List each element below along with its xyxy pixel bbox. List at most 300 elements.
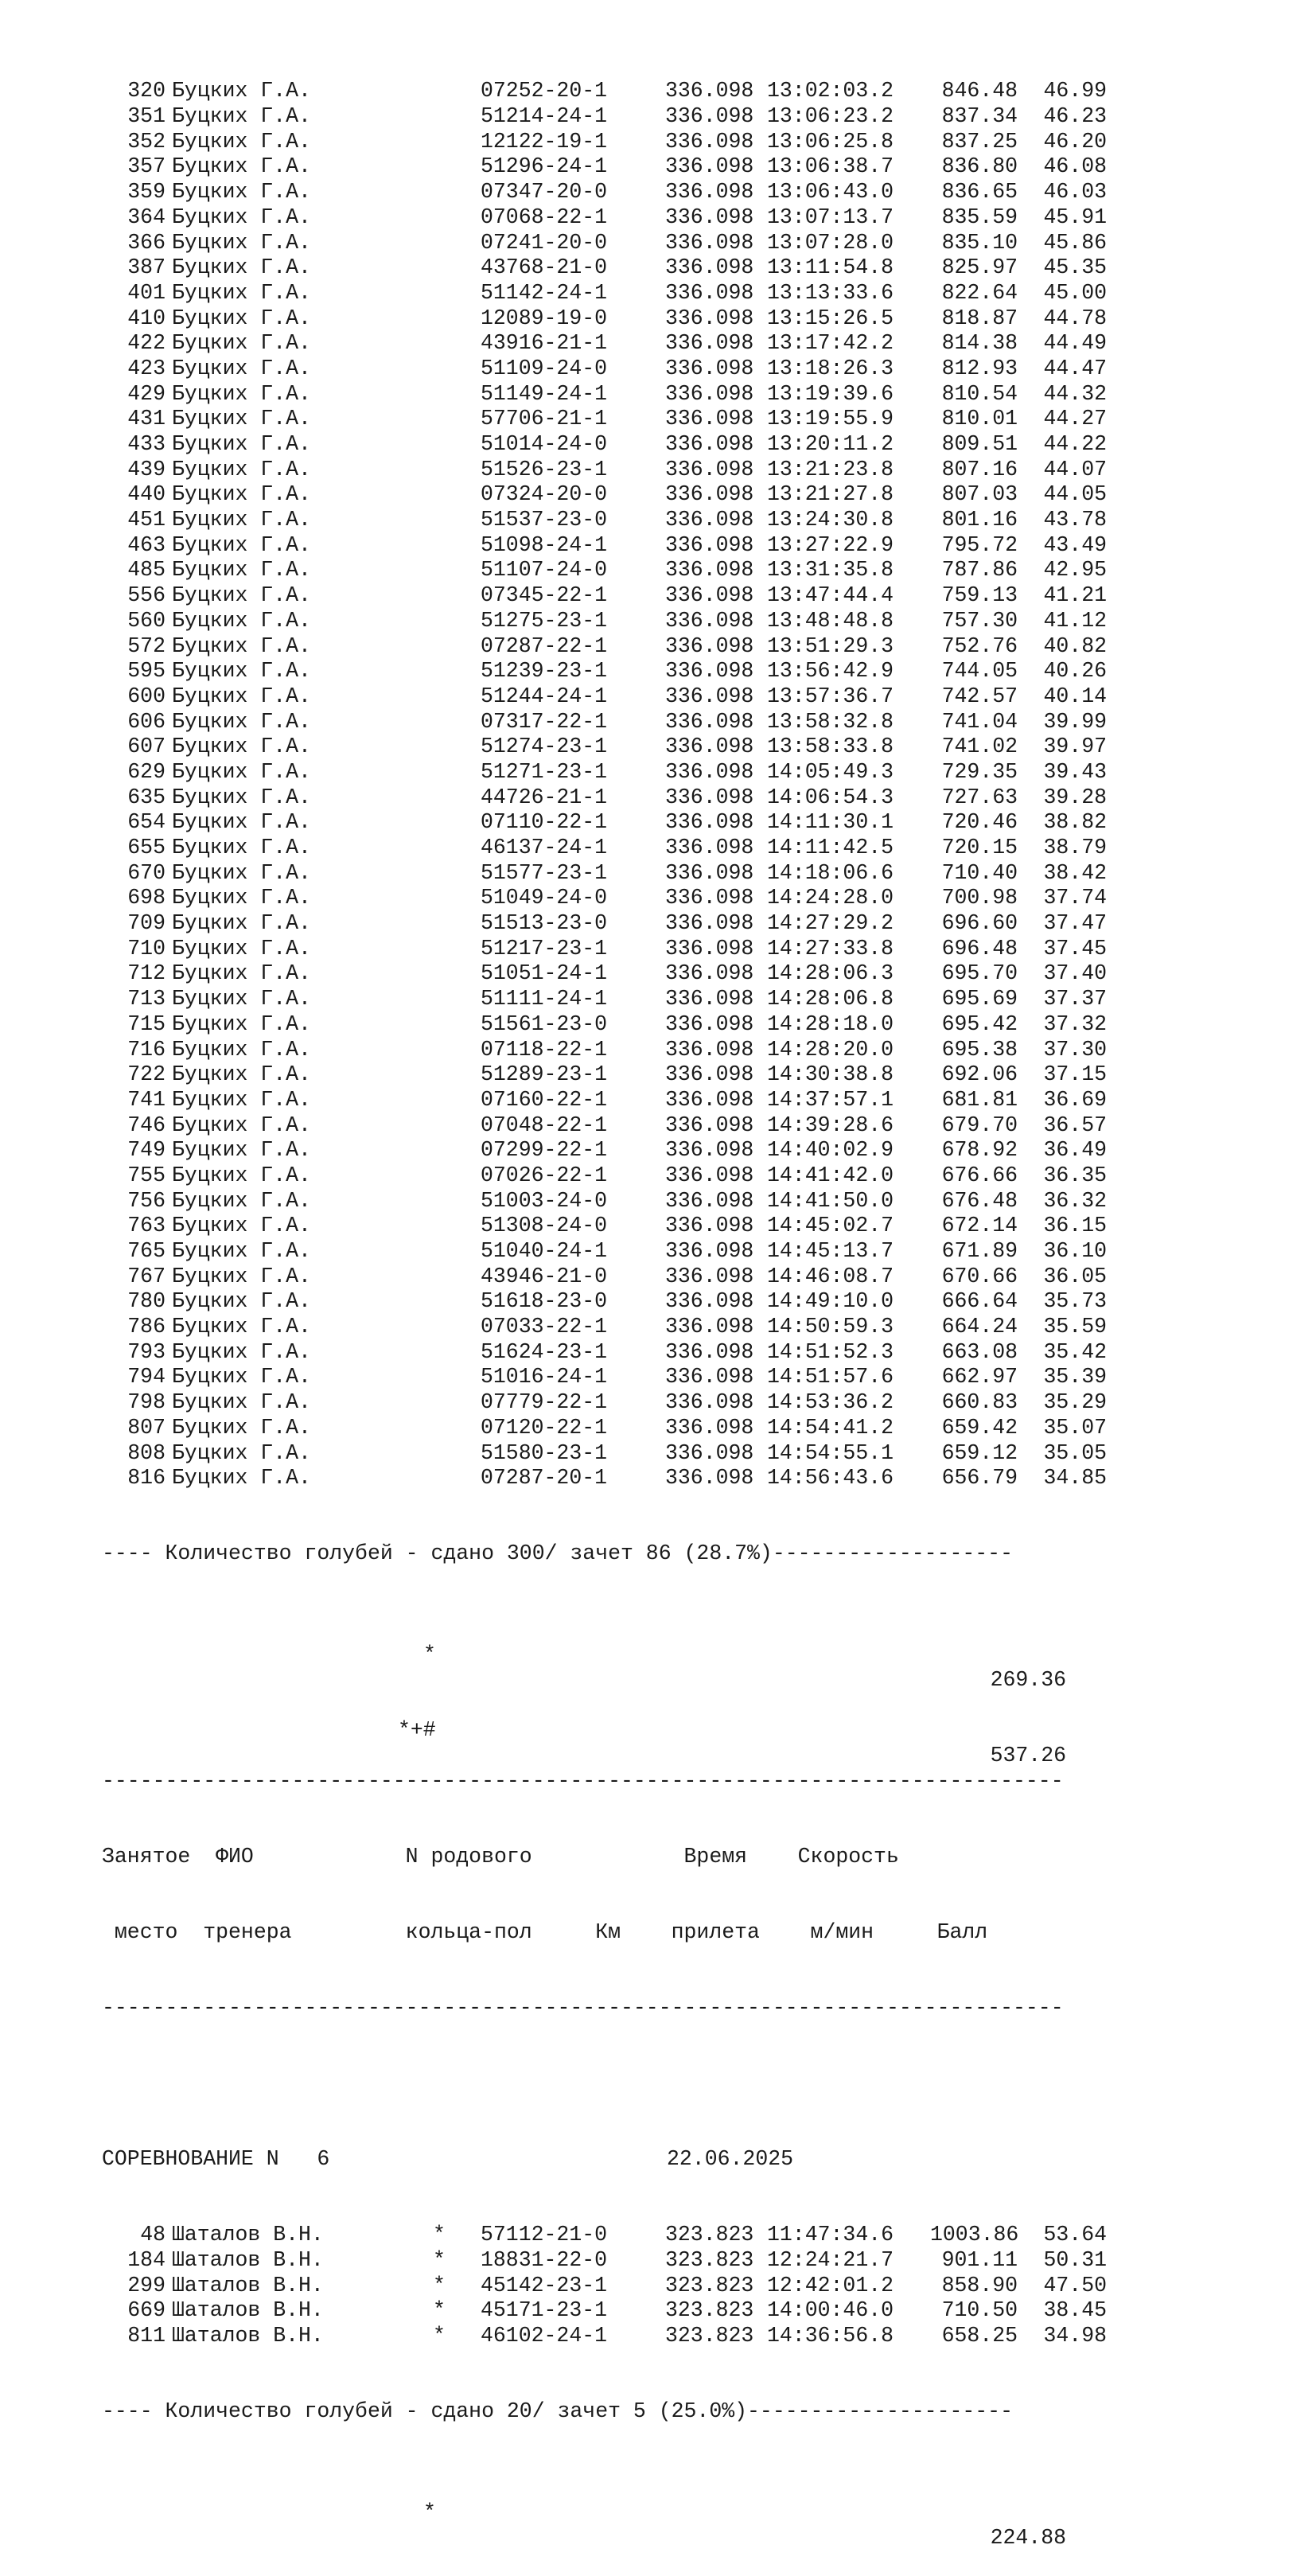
- trainer-name-cell: Буцких Г.А.: [172, 104, 311, 129]
- table-row: [102, 508, 1107, 533]
- arrival-time-cell: 13:21:27.8: [767, 482, 894, 507]
- ring-number-cell: 07110-22-1: [481, 810, 608, 835]
- place-cell: 352: [127, 129, 165, 154]
- place-cell: 780: [127, 1289, 165, 1314]
- table-row: [102, 482, 1107, 508]
- distance-cell: 336.098: [665, 583, 754, 608]
- speed-cell: 837.34: [941, 104, 1018, 129]
- score-cell: 35.05: [1043, 1440, 1107, 1465]
- spacer: [102, 2071, 1107, 2097]
- total-mark: *: [423, 2500, 436, 2524]
- trainer-name-cell: Буцких Г.А.: [172, 1113, 311, 1137]
- place-cell: 811: [127, 2323, 165, 2348]
- table-row: [102, 1466, 1107, 1491]
- place-cell: 433: [127, 432, 165, 457]
- ring-number-cell: 51239-23-1: [481, 659, 608, 684]
- score-cell: 47.50: [1043, 2273, 1107, 2297]
- distance-cell: 336.098: [665, 1214, 754, 1238]
- table-row: [102, 659, 1107, 684]
- trainer-name-cell: Буцких Г.А.: [172, 508, 311, 532]
- total-mark: *+#: [398, 1718, 436, 1743]
- place-cell: 485: [127, 558, 165, 583]
- arrival-time-cell: 13:06:23.2: [767, 104, 894, 129]
- score-cell: 35.29: [1043, 1390, 1107, 1415]
- ring-number-cell: 51244-24-1: [481, 684, 608, 708]
- arrival-time-cell: 13:07:28.0: [767, 230, 894, 255]
- ring-number-cell: 43946-21-0: [481, 1264, 608, 1288]
- score-cell: 46.03: [1043, 180, 1107, 205]
- total-value: 537.26: [990, 1743, 1066, 1767]
- ring-number-cell: 51577-23-1: [481, 860, 608, 885]
- place-cell: 366: [127, 230, 165, 255]
- table-row: [102, 1239, 1107, 1265]
- distance-cell: 336.098: [665, 180, 754, 205]
- score-cell: 39.43: [1043, 759, 1107, 784]
- speed-cell: 822.64: [941, 280, 1018, 305]
- score-cell: 43.78: [1043, 508, 1107, 532]
- distance-cell: 336.098: [665, 911, 754, 936]
- trainer-name-cell: Буцких Г.А.: [172, 583, 311, 608]
- arrival-time-cell: 13:06:25.8: [767, 129, 894, 154]
- table-row: [102, 180, 1107, 205]
- place-cell: 560: [127, 608, 165, 633]
- score-cell: 41.12: [1043, 608, 1107, 633]
- ring-number-cell: 44726-21-1: [481, 785, 608, 809]
- place-cell: 629: [127, 759, 165, 784]
- arrival-time-cell: 14:53:36.2: [767, 1390, 894, 1415]
- trainer-name-cell: Буцких Г.А.: [172, 532, 311, 557]
- trainer-name-cell: Буцких Г.А.: [172, 785, 311, 809]
- place-cell: 715: [127, 1011, 165, 1036]
- trainer-name-cell: Буцких Г.А.: [172, 129, 311, 154]
- arrival-time-cell: 13:18:26.3: [767, 356, 894, 380]
- trainer-name-cell: Буцких Г.А.: [172, 280, 311, 305]
- trainer-name-cell: Буцких Г.А.: [172, 836, 311, 860]
- score-cell: 38.42: [1043, 860, 1107, 885]
- ring-number-cell: 51526-23-1: [481, 457, 608, 481]
- arrival-time-cell: 14:05:49.3: [767, 759, 894, 784]
- score-cell: 34.98: [1043, 2323, 1107, 2348]
- place-cell: 786: [127, 1315, 165, 1339]
- score-cell: 37.47: [1043, 911, 1107, 936]
- score-cell: 43.49: [1043, 532, 1107, 557]
- score-cell: 35.42: [1043, 1339, 1107, 1364]
- distance-cell: 336.098: [665, 104, 754, 129]
- trainer-name-cell: Буцких Г.А.: [172, 407, 311, 431]
- distance-cell: 336.098: [665, 154, 754, 179]
- distance-cell: 336.098: [665, 381, 754, 406]
- speed-cell: 695.69: [941, 987, 1018, 1011]
- distance-cell: 336.098: [665, 407, 754, 431]
- speed-cell: 825.97: [941, 255, 1018, 280]
- speed-cell: 809.51: [941, 432, 1018, 457]
- table-row: [102, 1214, 1107, 1239]
- ring-number-cell: 18831-22-0: [481, 2247, 608, 2272]
- competition-header: [102, 2147, 1107, 2173]
- trainer-name-cell: Буцких Г.А.: [172, 1339, 311, 1364]
- place-cell: 798: [127, 1390, 165, 1415]
- trainer-name-cell: Буцких Г.А.: [172, 886, 311, 910]
- speed-cell: 720.46: [941, 810, 1018, 835]
- place-cell: 669: [127, 2298, 165, 2323]
- trainer-name-cell: Буцких Г.А.: [172, 457, 311, 481]
- speed-cell: 681.81: [941, 1087, 1018, 1112]
- place-cell: 722: [127, 1062, 165, 1087]
- speed-cell: 695.42: [941, 1011, 1018, 1036]
- trainer-name-cell: Буцких Г.А.: [172, 759, 311, 784]
- score-cell: 45.86: [1043, 230, 1107, 255]
- trainer-name-cell: Буцких Г.А.: [172, 987, 311, 1011]
- arrival-time-cell: 14:56:43.6: [767, 1466, 894, 1491]
- distance-cell: 336.098: [665, 836, 754, 860]
- trainer-name-cell: Буцких Г.А.: [172, 356, 311, 380]
- arrival-time-cell: 14:27:33.8: [767, 936, 894, 961]
- speed-cell: 901.11: [941, 2247, 1018, 2272]
- score-cell: 46.20: [1043, 129, 1107, 154]
- place-cell: 794: [127, 1365, 165, 1389]
- table-row: [102, 987, 1107, 1012]
- ring-number-cell: 51109-24-0: [481, 356, 608, 380]
- arrival-time-cell: 14:27:29.2: [767, 911, 894, 936]
- trainer-name-cell: Буцких Г.А.: [172, 558, 311, 583]
- table-row: [102, 1088, 1107, 1113]
- arrival-time-cell: 14:46:08.7: [767, 1264, 894, 1288]
- score-cell: 45.00: [1043, 280, 1107, 305]
- distance-cell: 336.098: [665, 886, 754, 910]
- table-row: [102, 130, 1107, 155]
- table-row: [102, 1390, 1107, 1416]
- score-cell: 37.30: [1043, 1037, 1107, 1062]
- ring-number-cell: 07287-22-1: [481, 633, 608, 658]
- speed-cell: 664.24: [941, 1315, 1018, 1339]
- distance-cell: 336.098: [665, 1339, 754, 1364]
- score-cell: 44.47: [1043, 356, 1107, 380]
- arrival-time-cell: 13:51:29.3: [767, 633, 894, 658]
- arrival-time-cell: 12:42:01.2: [767, 2273, 894, 2297]
- table-row: [102, 1113, 1107, 1139]
- arrival-time-cell: 14:11:30.1: [767, 810, 894, 835]
- trainer-name-cell: Буцких Г.А.: [172, 1087, 311, 1112]
- score-cell: 40.26: [1043, 659, 1107, 684]
- speed-cell: 695.38: [941, 1037, 1018, 1062]
- separator-line: ----------------------------------------------------------------------------: [102, 1995, 1064, 2020]
- place-cell: 359: [127, 180, 165, 205]
- distance-cell: 336.098: [665, 558, 754, 583]
- distance-cell: 336.098: [665, 356, 754, 380]
- distance-cell: 336.098: [665, 255, 754, 280]
- score-cell: 36.35: [1043, 1163, 1107, 1187]
- arrival-time-cell: 14:18:06.6: [767, 860, 894, 885]
- table-row: [102, 810, 1107, 836]
- table-row: [102, 1340, 1107, 1366]
- table-row: [102, 281, 1107, 306]
- place-cell: 749: [127, 1138, 165, 1163]
- table-row: [102, 583, 1107, 609]
- speed-cell: 835.59: [941, 205, 1018, 229]
- arrival-time-cell: 13:48:48.8: [767, 608, 894, 633]
- table-row: [102, 205, 1107, 231]
- score-cell: 34.85: [1043, 1466, 1107, 1491]
- mark-cell: *: [433, 2273, 446, 2297]
- arrival-time-cell: 13:02:03.2: [767, 79, 894, 103]
- arrival-time-cell: 14:24:28.0: [767, 886, 894, 910]
- score-cell: 53.64: [1043, 2223, 1107, 2247]
- speed-cell: 837.25: [941, 129, 1018, 154]
- table-row: [102, 1289, 1107, 1315]
- score-cell: 36.69: [1043, 1087, 1107, 1112]
- distance-cell: 336.098: [665, 709, 754, 734]
- speed-cell: 858.90: [941, 2273, 1018, 2297]
- trainer-name-cell: Буцких Г.А.: [172, 709, 311, 734]
- distance-cell: 336.098: [665, 1239, 754, 1264]
- score-cell: 46.99: [1043, 79, 1107, 103]
- arrival-time-cell: 13:31:35.8: [767, 558, 894, 583]
- place-cell: 431: [127, 407, 165, 431]
- arrival-time-cell: 13:58:33.8: [767, 735, 894, 759]
- table-row: [102, 1416, 1107, 1441]
- score-cell: 35.59: [1043, 1315, 1107, 1339]
- ring-number-cell: 12089-19-0: [481, 306, 608, 330]
- ring-number-cell: 43768-21-0: [481, 255, 608, 280]
- place-cell: 463: [127, 532, 165, 557]
- table-row: [102, 1138, 1107, 1163]
- table-row: [102, 836, 1107, 861]
- arrival-time-cell: 13:15:26.5: [767, 306, 894, 330]
- arrival-time-cell: 12:24:21.7: [767, 2247, 894, 2272]
- arrival-time-cell: 13:17:42.2: [767, 331, 894, 356]
- ring-number-cell: 51296-24-1: [481, 154, 608, 179]
- trainer-name-cell: Буцких Г.А.: [172, 1390, 311, 1415]
- trainer-name-cell: Буцких Г.А.: [172, 810, 311, 835]
- trainer-name-cell: Буцких Г.А.: [172, 1415, 311, 1440]
- place-cell: 746: [127, 1113, 165, 1137]
- arrival-time-cell: 14:00:46.0: [767, 2298, 894, 2323]
- speed-cell: 678.92: [941, 1138, 1018, 1163]
- trainer-name-cell: Буцких Г.А.: [172, 482, 311, 507]
- speed-cell: 741.04: [941, 709, 1018, 734]
- place-cell: 698: [127, 886, 165, 910]
- trainer-name-cell: Буцких Г.А.: [172, 936, 311, 961]
- place-cell: 756: [127, 1188, 165, 1213]
- trainer-name-cell: Буцких Г.А.: [172, 735, 311, 759]
- distance-cell: 336.098: [665, 1188, 754, 1213]
- place-cell: 439: [127, 457, 165, 481]
- place-cell: 410: [127, 306, 165, 330]
- distance-cell: 336.098: [665, 1415, 754, 1440]
- place-cell: 808: [127, 1440, 165, 1465]
- trainer-name-cell: Буцких Г.А.: [172, 684, 311, 708]
- trainer-name-cell: Буцких Г.А.: [172, 911, 311, 936]
- arrival-time-cell: 14:50:59.3: [767, 1315, 894, 1339]
- ring-number-cell: 46137-24-1: [481, 836, 608, 860]
- ring-number-cell: 07033-22-1: [481, 1315, 608, 1339]
- arrival-time-cell: 13:58:32.8: [767, 709, 894, 734]
- speed-cell: 818.87: [941, 306, 1018, 330]
- arrival-time-cell: 11:47:34.6: [767, 2223, 894, 2247]
- arrival-time-cell: 14:06:54.3: [767, 785, 894, 809]
- score-cell: 37.32: [1043, 1011, 1107, 1036]
- distance-cell: 336.098: [665, 432, 754, 457]
- distance-cell: 336.098: [665, 1138, 754, 1163]
- table-row: [102, 1441, 1107, 1467]
- ring-number-cell: 51049-24-0: [481, 886, 608, 910]
- mark-cell: *: [433, 2298, 446, 2323]
- distance-cell: 336.098: [665, 1113, 754, 1137]
- trainer-name-cell: Буцких Г.А.: [172, 1315, 311, 1339]
- ring-number-cell: 43916-21-1: [481, 331, 608, 356]
- speed-cell: 741.02: [941, 735, 1018, 759]
- place-cell: 364: [127, 205, 165, 229]
- arrival-time-cell: 14:36:56.8: [767, 2323, 894, 2348]
- ring-number-cell: 51040-24-1: [481, 1239, 608, 1264]
- distance-cell: 336.098: [665, 1365, 754, 1389]
- score-cell: 40.14: [1043, 684, 1107, 708]
- distance-cell: 336.098: [665, 230, 754, 255]
- ring-number-cell: 51111-24-1: [481, 987, 608, 1011]
- score-cell: 39.99: [1043, 709, 1107, 734]
- trainer-name-cell: Буцких Г.А.: [172, 1264, 311, 1288]
- table-row: [102, 382, 1107, 407]
- speed-cell: 744.05: [941, 659, 1018, 684]
- speed-cell: 810.54: [941, 381, 1018, 406]
- speed-cell: 656.79: [941, 1466, 1018, 1491]
- table-row: [102, 785, 1107, 811]
- total-line-3: [102, 2475, 1107, 2550]
- place-cell: 670: [127, 860, 165, 885]
- place-cell: 387: [127, 255, 165, 280]
- trainer-name-cell: Буцких Г.А.: [172, 1011, 311, 1036]
- speed-cell: 672.14: [941, 1214, 1018, 1238]
- speed-cell: 810.01: [941, 407, 1018, 431]
- arrival-time-cell: 14:40:02.9: [767, 1138, 894, 1163]
- trainer-name-cell: Шаталов В.Н.: [172, 2247, 324, 2272]
- ring-number-cell: 51624-23-1: [481, 1339, 608, 1364]
- ring-number-cell: 07068-22-1: [481, 205, 608, 229]
- table-row: [102, 533, 1107, 559]
- table-row: [102, 79, 1107, 104]
- table-row: [102, 735, 1107, 760]
- table-row: [102, 1265, 1107, 1290]
- distance-cell: 323.823: [665, 2273, 754, 2297]
- results-table-competition: [102, 2223, 1107, 2348]
- arrival-time-cell: 14:41:42.0: [767, 1163, 894, 1187]
- ring-number-cell: 12122-19-1: [481, 129, 608, 154]
- score-cell: 38.82: [1043, 810, 1107, 835]
- distance-cell: 336.098: [665, 1289, 754, 1314]
- table-row: [102, 937, 1107, 962]
- score-cell: 45.35: [1043, 255, 1107, 280]
- speed-cell: 720.15: [941, 836, 1018, 860]
- ring-number-cell: 07118-22-1: [481, 1037, 608, 1062]
- total-line-1: [102, 1617, 1107, 1692]
- mark-cell: *: [433, 2223, 446, 2247]
- total-line-2: [102, 1693, 1107, 1767]
- distance-cell: 323.823: [665, 2247, 754, 2272]
- trainer-name-cell: Буцких Г.А.: [172, 306, 311, 330]
- ring-number-cell: 07252-20-1: [481, 79, 608, 103]
- arrival-time-cell: 14:41:50.0: [767, 1188, 894, 1213]
- speed-cell: 670.66: [941, 1264, 1018, 1288]
- arrival-time-cell: 14:28:06.3: [767, 961, 894, 986]
- place-cell: 48: [140, 2223, 165, 2247]
- speed-cell: 659.42: [941, 1415, 1018, 1440]
- total-mark: *: [423, 1643, 436, 1667]
- score-cell: 36.05: [1043, 1264, 1107, 1288]
- trainer-name-cell: Буцких Г.А.: [172, 154, 311, 179]
- score-cell: 35.73: [1043, 1289, 1107, 1314]
- speed-cell: 710.50: [941, 2298, 1018, 2323]
- speed-cell: 695.70: [941, 961, 1018, 986]
- table-row: [102, 458, 1107, 483]
- ring-number-cell: 07026-22-1: [481, 1163, 608, 1187]
- table-row: [102, 104, 1107, 130]
- ring-number-cell: 46102-24-1: [481, 2323, 608, 2348]
- place-cell: 606: [127, 709, 165, 734]
- arrival-time-cell: 14:45:13.7: [767, 1239, 894, 1264]
- total-value: 269.36: [990, 1667, 1066, 1692]
- arrival-time-cell: 14:49:10.0: [767, 1289, 894, 1314]
- place-cell: 320: [127, 79, 165, 103]
- distance-cell: 336.098: [665, 1466, 754, 1491]
- table-row: [102, 2324, 1107, 2349]
- results-document: [102, 29, 1107, 2550]
- mark-cell: *: [433, 2247, 446, 2272]
- ring-number-cell: 57112-21-0: [481, 2223, 608, 2247]
- table-row: [102, 306, 1107, 332]
- table-row: [102, 432, 1107, 458]
- score-cell: 36.10: [1043, 1239, 1107, 1264]
- table-row: [102, 1365, 1107, 1390]
- speed-cell: 801.16: [941, 508, 1018, 532]
- distance-cell: 323.823: [665, 2323, 754, 2348]
- trainer-name-cell: Буцких Г.А.: [172, 180, 311, 205]
- speed-cell: 663.08: [941, 1339, 1018, 1364]
- trainer-name-cell: Буцких Г.А.: [172, 381, 311, 406]
- speed-cell: 710.40: [941, 860, 1018, 885]
- speed-cell: 1003.86: [930, 2223, 1019, 2247]
- ring-number-cell: 57706-21-1: [481, 407, 608, 431]
- trainer-name-cell: Буцких Г.А.: [172, 1188, 311, 1213]
- score-cell: 39.28: [1043, 785, 1107, 809]
- ring-number-cell: 07120-22-1: [481, 1415, 608, 1440]
- speed-cell: 676.66: [941, 1163, 1018, 1187]
- distance-cell: 336.098: [665, 785, 754, 809]
- table-row: [102, 558, 1107, 583]
- ring-number-cell: 51513-23-0: [481, 911, 608, 936]
- table-row: [102, 1012, 1107, 1038]
- trainer-name-cell: Буцких Г.А.: [172, 432, 311, 457]
- place-cell: 635: [127, 785, 165, 809]
- score-cell: 44.27: [1043, 407, 1107, 431]
- ring-number-cell: 51098-24-1: [481, 532, 608, 557]
- place-cell: 713: [127, 987, 165, 1011]
- speed-cell: 752.76: [941, 633, 1018, 658]
- trainer-name-cell: Шаталов В.Н.: [172, 2323, 324, 2348]
- table-row: [102, 1315, 1107, 1340]
- table-row: [102, 2248, 1107, 2274]
- distance-cell: 336.098: [665, 735, 754, 759]
- score-cell: 45.91: [1043, 205, 1107, 229]
- place-cell: 595: [127, 659, 165, 684]
- table-row: [102, 1189, 1107, 1214]
- distance-cell: 336.098: [665, 532, 754, 557]
- distance-cell: 336.098: [665, 633, 754, 658]
- score-cell: 40.82: [1043, 633, 1107, 658]
- ring-number-cell: 07287-20-1: [481, 1466, 608, 1491]
- score-cell: 37.74: [1043, 886, 1107, 910]
- place-cell: 654: [127, 810, 165, 835]
- ring-number-cell: 45142-23-1: [481, 2273, 608, 2297]
